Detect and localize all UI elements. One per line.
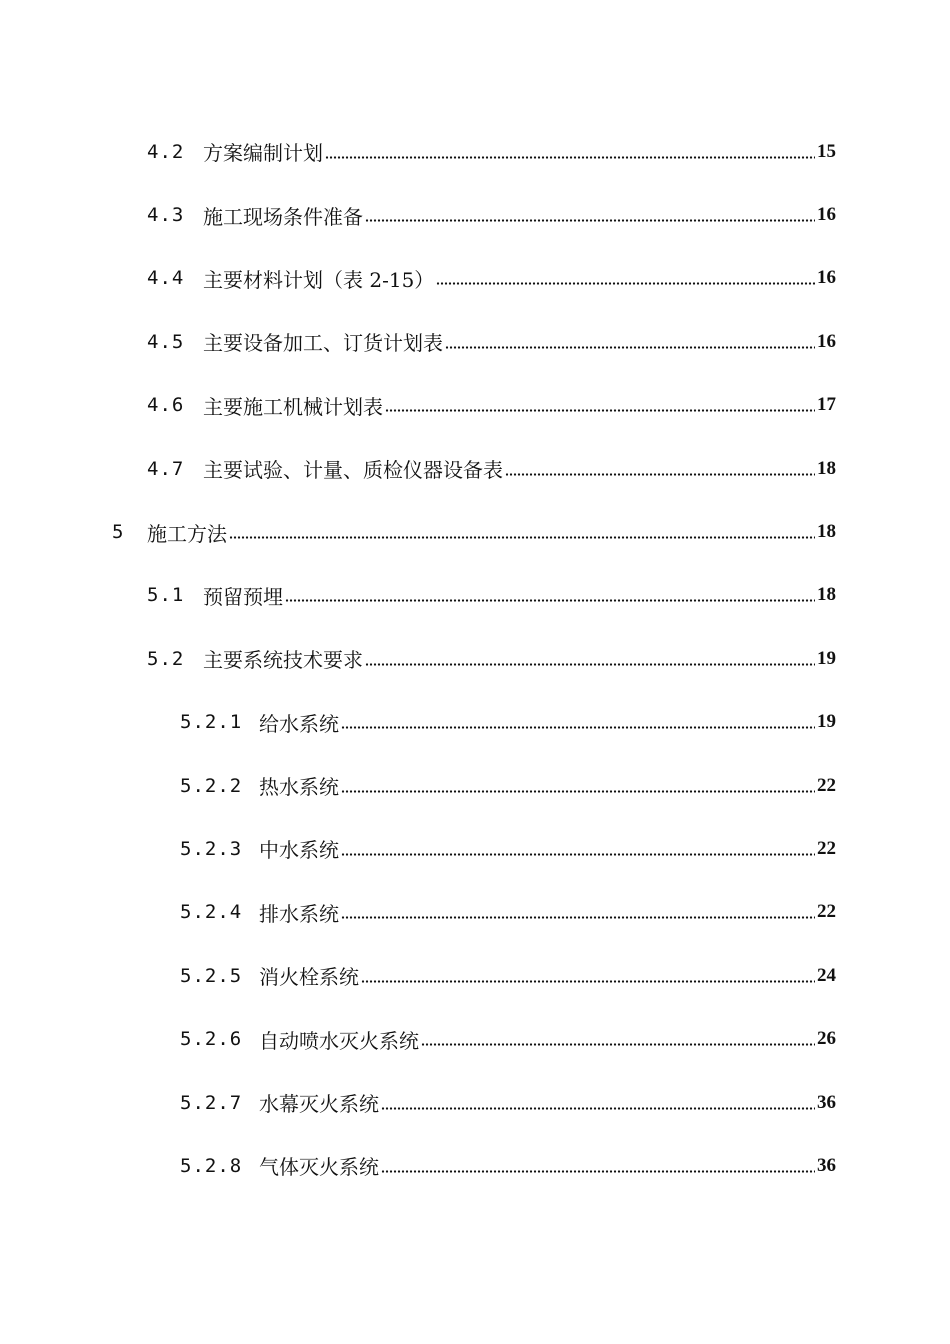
toc-entry[interactable] <box>0 310 950 373</box>
toc-entry-number: 4.7 <box>147 457 185 480</box>
dot-leader <box>381 1107 815 1110</box>
toc-entry-page: 22 <box>817 901 836 923</box>
toc-entry-title: 中水系统 <box>259 838 339 863</box>
toc-entry-number: 5.1 <box>147 584 185 607</box>
toc-entry-number: 5.2.6 <box>180 1028 243 1051</box>
dot-leader <box>341 790 815 793</box>
toc-entry-number: 5.2.3 <box>180 837 243 860</box>
toc-entry-title: 给水系统 <box>259 711 339 736</box>
toc-entry-number: 5.2.5 <box>180 964 243 987</box>
toc-entry[interactable] <box>0 944 950 1007</box>
toc-entry-title: 主要材料计划（表 2-15） <box>203 267 435 292</box>
dot-leader <box>365 219 815 222</box>
toc-entry-title: 消火栓系统 <box>259 965 359 990</box>
dot-leader <box>365 663 815 666</box>
dot-leader <box>341 853 815 856</box>
dot-leader <box>445 346 815 349</box>
toc-entry-title: 气体灭火系统 <box>259 1155 379 1180</box>
toc-entry-title: 热水系统 <box>259 775 339 800</box>
toc-entry[interactable] <box>0 437 950 500</box>
toc-entry-title: 水幕灭火系统 <box>259 1092 379 1117</box>
toc-entry-page: 19 <box>817 647 836 669</box>
toc-entry-page: 15 <box>817 140 836 162</box>
toc-entry-title: 自动喷水灭火系统 <box>259 1028 419 1053</box>
toc-entry-page: 18 <box>817 457 836 479</box>
toc-entry-title: 排水系统 <box>259 901 339 926</box>
toc-entry-number: 5.2 <box>147 647 185 670</box>
toc-entry-number: 5 <box>112 521 125 544</box>
toc-entry[interactable] <box>0 1007 950 1070</box>
toc-entry[interactable] <box>0 500 950 563</box>
toc-entry-page: 17 <box>817 394 836 416</box>
dot-leader <box>229 536 815 539</box>
toc-entry-page: 36 <box>817 1154 836 1176</box>
toc-entry-number: 4.5 <box>147 330 185 353</box>
dot-leader <box>325 156 815 159</box>
toc-entry[interactable] <box>0 1071 950 1134</box>
dot-leader <box>505 473 815 476</box>
toc-entry-title: 主要试验、计量、质检仪器设备表 <box>203 458 503 483</box>
toc-entry-title: 方案编制计划 <box>203 141 323 166</box>
dot-leader <box>341 916 815 919</box>
toc-entry-page: 18 <box>817 521 836 543</box>
toc-entry-title: 施工方法 <box>147 521 227 546</box>
toc-entry-title: 施工现场条件准备 <box>203 204 363 229</box>
toc-entry[interactable] <box>0 691 950 754</box>
toc-entry-number: 5.2.7 <box>180 1091 243 1114</box>
dot-leader <box>341 726 815 729</box>
toc-entry-page: 24 <box>817 964 836 986</box>
toc-entry[interactable] <box>0 627 950 690</box>
toc-entry-title: 预留预埋 <box>203 584 283 609</box>
toc-entry-number: 5.2.1 <box>180 711 243 734</box>
toc-entry-number: 5.2.2 <box>180 774 243 797</box>
toc-entry[interactable] <box>0 817 950 880</box>
toc-entry[interactable] <box>0 564 950 627</box>
dot-leader <box>285 599 815 602</box>
toc-entry[interactable] <box>0 120 950 183</box>
dot-leader <box>361 980 815 983</box>
toc-entry[interactable] <box>0 881 950 944</box>
toc-entry-page: 16 <box>817 267 836 289</box>
toc-entry-number: 4.3 <box>147 204 185 227</box>
toc-entry-page: 16 <box>817 204 836 226</box>
toc-entry[interactable] <box>0 247 950 310</box>
dot-leader <box>436 282 815 285</box>
toc-entry-number: 4.6 <box>147 394 185 417</box>
toc-entry-page: 22 <box>817 837 836 859</box>
toc-entry-title: 主要系统技术要求 <box>203 648 363 673</box>
toc-entry-page: 16 <box>817 330 836 352</box>
toc-entry-page: 19 <box>817 711 836 733</box>
toc-entry-page: 36 <box>817 1091 836 1113</box>
toc-entry-page: 26 <box>817 1028 836 1050</box>
toc-entry-title: 主要施工机械计划表 <box>203 394 383 419</box>
toc-entry[interactable] <box>0 183 950 246</box>
dot-leader <box>421 1043 815 1046</box>
dot-leader <box>381 1170 815 1173</box>
toc-entry[interactable] <box>0 754 950 817</box>
toc-entry[interactable] <box>0 374 950 437</box>
toc-entry-number: 4.4 <box>147 267 185 290</box>
toc-entry-page: 18 <box>817 584 836 606</box>
toc-entry-number: 5.2.8 <box>180 1154 243 1177</box>
dot-leader <box>385 409 815 412</box>
toc-entry-number: 5.2.4 <box>180 901 243 924</box>
toc-entry-title: 主要设备加工、订货计划表 <box>203 331 443 356</box>
toc-entry-page: 22 <box>817 774 836 796</box>
toc-entry-number: 4.2 <box>147 140 185 163</box>
toc-entry[interactable] <box>0 1134 950 1197</box>
table-of-contents <box>0 120 950 1198</box>
